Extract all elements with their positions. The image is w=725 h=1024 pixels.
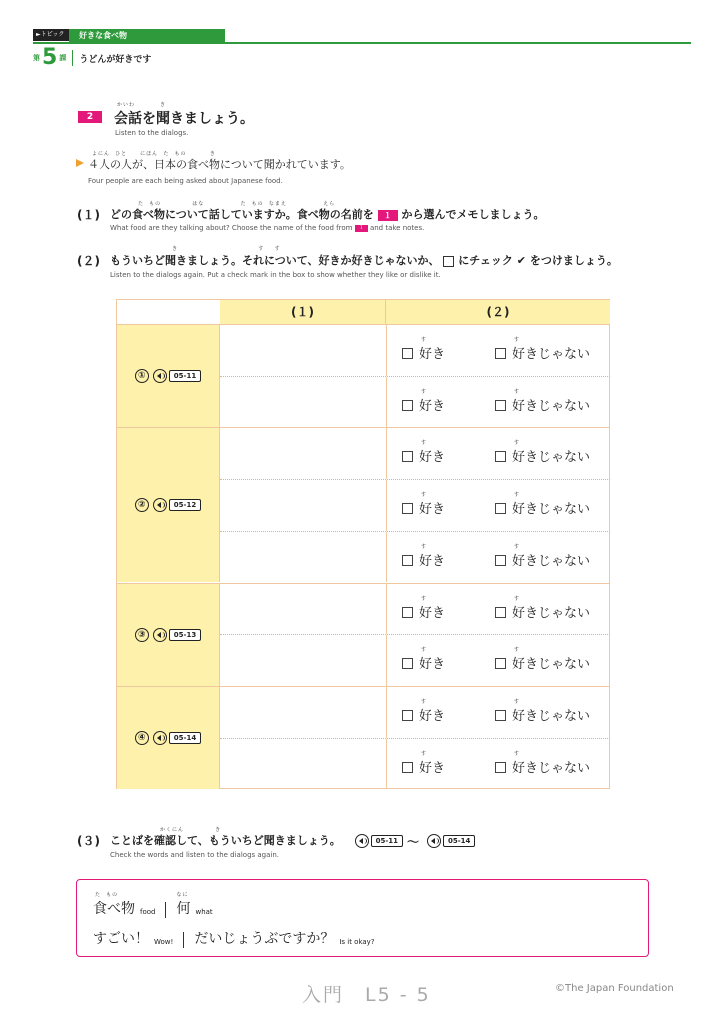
row-number: ④ bbox=[135, 731, 149, 745]
option-dislike-text: 好きじゃない bbox=[512, 398, 591, 414]
option-like-label bbox=[419, 440, 446, 466]
vocab-row-1 bbox=[93, 892, 213, 918]
option-ruby: す bbox=[421, 337, 427, 343]
q3-instruction-en: Check the words and listen to the dialogs again. bbox=[110, 851, 280, 859]
table-row bbox=[220, 324, 610, 376]
audio-track[interactable]: 05-13 bbox=[169, 629, 201, 641]
q3-label: (３) bbox=[77, 834, 100, 848]
option-dislike-text: 好きじゃない bbox=[512, 450, 591, 466]
table-row bbox=[220, 427, 610, 479]
checkbox[interactable] bbox=[402, 555, 413, 566]
speaker-icon[interactable] bbox=[153, 498, 167, 512]
intro-text-en: Four people are each being asked about Japanese food. bbox=[88, 177, 283, 185]
col2-cell bbox=[386, 325, 387, 376]
vocabulary-box bbox=[76, 879, 649, 957]
col2-cell bbox=[386, 635, 387, 686]
q3-text: ことばを確認して、もういちど聞きましょう。 bbox=[110, 834, 341, 847]
row-label bbox=[117, 686, 220, 789]
option-like-label bbox=[419, 337, 446, 362]
col2-cell bbox=[386, 377, 387, 428]
checkbox[interactable] bbox=[402, 400, 413, 411]
section-subtitle: Listen to the dialogs. bbox=[115, 129, 189, 137]
option-like[interactable] bbox=[402, 440, 446, 466]
q1-en-a: What food are they talking about? Choose the name of the food from bbox=[110, 224, 353, 232]
col2-header: (２) bbox=[386, 300, 610, 324]
ruby-ki: き bbox=[160, 102, 167, 108]
option-like[interactable] bbox=[402, 492, 446, 518]
checkbox[interactable] bbox=[495, 348, 506, 359]
option-like[interactable] bbox=[402, 543, 446, 569]
lesson-prefix: 第 bbox=[33, 54, 40, 62]
copyright: ©The Japan Foundation bbox=[555, 983, 674, 994]
option-dislike[interactable] bbox=[495, 595, 591, 621]
option-ruby: す bbox=[421, 595, 427, 602]
option-like[interactable] bbox=[402, 698, 446, 724]
q1-label: (１) bbox=[77, 208, 100, 222]
vocab-word: だいじょうぶですか？ bbox=[194, 931, 335, 947]
check-mark-icon: ✔ bbox=[516, 254, 526, 267]
option-ruby: す bbox=[514, 388, 520, 395]
option-ruby: す bbox=[421, 492, 427, 499]
option-dislike-text: 好きじゃない bbox=[512, 502, 591, 518]
option-like-label bbox=[419, 543, 446, 569]
option-ruby: す bbox=[514, 698, 520, 705]
option-dislike[interactable] bbox=[495, 543, 591, 569]
audio-track[interactable]: 05-14 bbox=[169, 732, 201, 744]
table-row bbox=[220, 583, 610, 635]
checkbox[interactable] bbox=[402, 607, 413, 618]
option-dislike[interactable] bbox=[495, 492, 591, 518]
row-number: ① bbox=[135, 369, 149, 383]
col2-cell bbox=[386, 687, 387, 738]
option-ruby: す bbox=[514, 750, 520, 757]
checkbox[interactable] bbox=[495, 451, 506, 462]
q2-text-c: をつけましょう。 bbox=[529, 254, 618, 267]
page-number: 入門 L5 - 5 bbox=[302, 984, 431, 1006]
vocab-word: すごい！ bbox=[93, 931, 149, 947]
speaker-icon[interactable] bbox=[153, 731, 167, 745]
option-like[interactable] bbox=[402, 337, 446, 362]
col2-cell bbox=[386, 428, 387, 479]
option-like-text: 好き bbox=[419, 398, 446, 414]
speaker-icon[interactable] bbox=[153, 628, 167, 642]
table-row bbox=[220, 738, 610, 790]
vocab-divider bbox=[165, 902, 166, 918]
option-dislike-text: 好きじゃない bbox=[512, 657, 591, 673]
option-like[interactable] bbox=[402, 647, 446, 673]
topic-label: ►トピック bbox=[33, 29, 69, 41]
q3-ruby: かくにん き bbox=[160, 827, 222, 833]
speaker-icon[interactable] bbox=[427, 834, 441, 848]
option-like-text: 好き bbox=[419, 657, 446, 673]
range-tilde: 〜 bbox=[407, 834, 420, 849]
option-dislike-label bbox=[512, 492, 591, 518]
section-number-badge: 2 bbox=[78, 111, 102, 123]
audio-track[interactable]: 05-11 bbox=[169, 370, 201, 382]
option-dislike-label bbox=[512, 698, 591, 724]
vocab-item bbox=[176, 892, 191, 918]
checkbox[interactable] bbox=[495, 658, 506, 669]
intro-arrow-icon bbox=[76, 159, 84, 167]
topic-title: 好きな食べ物 bbox=[69, 29, 225, 42]
option-ruby: す bbox=[421, 388, 427, 395]
option-dislike-label bbox=[512, 595, 591, 621]
option-like-label bbox=[419, 388, 446, 414]
q2-instruction bbox=[110, 252, 618, 268]
row-number: ② bbox=[135, 498, 149, 512]
option-dislike[interactable] bbox=[495, 337, 591, 362]
col2-cell bbox=[386, 480, 387, 531]
option-like-text: 好き bbox=[419, 553, 446, 569]
option-ruby: す bbox=[514, 337, 520, 343]
option-ruby: す bbox=[514, 595, 520, 602]
table-row bbox=[220, 531, 610, 583]
checkbox[interactable] bbox=[402, 710, 413, 721]
q1-instruction bbox=[110, 206, 544, 222]
q2-label: (２) bbox=[77, 254, 100, 268]
option-dislike-label bbox=[512, 440, 591, 466]
q1-text-a: どの食べ物について話していますか。食べ物の名前を bbox=[110, 208, 374, 221]
q2-text-a: もういちど聞きましょう。それについて、好きか好きじゃないか、 bbox=[110, 254, 440, 267]
q3-track-range bbox=[351, 833, 476, 850]
checkbox[interactable] bbox=[495, 503, 506, 514]
checkbox[interactable] bbox=[495, 762, 506, 773]
option-like-text: 好き bbox=[419, 347, 446, 362]
checkbox[interactable] bbox=[402, 451, 413, 462]
vocab-item bbox=[93, 892, 135, 918]
ruby-kaiwa: かいわ bbox=[117, 102, 136, 108]
vocab-gloss: food bbox=[140, 908, 156, 916]
q3-instruction bbox=[110, 832, 475, 850]
option-like-text: 好き bbox=[419, 760, 446, 776]
lesson-title: うどんが好きです bbox=[79, 54, 152, 65]
vocab-ruby: なに bbox=[176, 892, 189, 898]
checkbox[interactable] bbox=[402, 503, 413, 514]
q2-ruby: き す す bbox=[172, 246, 281, 252]
option-like[interactable] bbox=[402, 595, 446, 621]
option-dislike-text: 好きじゃない bbox=[512, 760, 591, 776]
audio-track[interactable]: 05-12 bbox=[169, 499, 201, 511]
row-number: ③ bbox=[135, 628, 149, 642]
checkbox-icon bbox=[443, 256, 454, 267]
q1-en-b: and take notes. bbox=[369, 224, 425, 232]
option-dislike-text: 好きじゃない bbox=[512, 708, 591, 724]
table-row bbox=[220, 686, 610, 738]
q1-ruby: た もの はな た もの なまえ えら bbox=[138, 201, 336, 207]
table-row bbox=[220, 376, 610, 428]
q2-text-b: にチェック bbox=[458, 254, 513, 267]
option-like[interactable] bbox=[402, 750, 446, 776]
vocab-divider bbox=[183, 932, 184, 948]
vocab-gloss: Is it okay? bbox=[339, 938, 375, 946]
row-label bbox=[117, 583, 220, 686]
lesson-divider bbox=[72, 50, 73, 66]
option-like-text: 好き bbox=[419, 708, 446, 724]
option-dislike-text: 好きじゃない bbox=[512, 605, 591, 621]
col2-cell bbox=[386, 739, 387, 790]
col1-header: (１) bbox=[220, 300, 386, 324]
checkbox[interactable] bbox=[495, 710, 506, 721]
table-row bbox=[220, 634, 610, 686]
audio-track-start[interactable]: 05-11 bbox=[371, 835, 403, 847]
section-title: 会話を聞きましょう。 bbox=[114, 111, 254, 127]
vocab-gloss: Wow! bbox=[154, 938, 174, 946]
q1-text-b: から選んでメモしましょう。 bbox=[401, 208, 545, 221]
option-dislike-label bbox=[512, 647, 591, 673]
option-dislike[interactable] bbox=[495, 698, 591, 724]
checkbox[interactable] bbox=[495, 400, 506, 411]
option-ruby: す bbox=[421, 440, 427, 447]
option-ruby: す bbox=[421, 750, 427, 757]
vocab-row-2 bbox=[93, 928, 375, 948]
vocab-word: 食べ物 bbox=[93, 901, 135, 917]
q2-instruction-en: Listen to the dialogs again. Put a check mark in the box to show whether they like or dislike it. bbox=[110, 271, 441, 279]
q1-reference-chip: １ bbox=[378, 210, 398, 221]
option-ruby: す bbox=[421, 647, 427, 654]
vocab-ruby: た もの bbox=[95, 892, 119, 898]
row-label bbox=[117, 427, 220, 582]
intro-text: ４人の人が、日本の食べ物について聞かれています。 bbox=[88, 158, 351, 171]
checkbox[interactable] bbox=[402, 762, 413, 773]
option-like-label bbox=[419, 750, 446, 776]
speaker-icon[interactable] bbox=[355, 834, 369, 848]
checkbox[interactable] bbox=[402, 348, 413, 359]
option-like-text: 好き bbox=[419, 450, 446, 466]
col2-cell bbox=[386, 584, 387, 635]
option-ruby: す bbox=[514, 440, 520, 447]
table-row bbox=[220, 479, 610, 531]
answer-table bbox=[116, 299, 610, 789]
checkbox[interactable] bbox=[495, 607, 506, 618]
option-ruby: す bbox=[421, 543, 427, 550]
option-dislike-label bbox=[512, 337, 591, 362]
option-dislike-label bbox=[512, 543, 591, 569]
option-dislike-label bbox=[512, 388, 591, 414]
header-rule bbox=[33, 42, 691, 44]
vocab-gloss: what bbox=[195, 908, 213, 916]
option-like-label bbox=[419, 647, 446, 673]
option-like[interactable] bbox=[402, 388, 446, 414]
lesson-number: 5 bbox=[42, 45, 58, 70]
option-like-text: 好き bbox=[419, 605, 446, 621]
option-dislike-text: 好きじゃない bbox=[512, 553, 591, 569]
vocab-word: 何 bbox=[176, 901, 191, 917]
q1-en-chip: １ bbox=[355, 225, 368, 232]
row-label bbox=[117, 324, 220, 427]
lesson-suffix: 課 bbox=[59, 54, 67, 62]
speaker-icon[interactable] bbox=[153, 369, 167, 383]
option-like-label bbox=[419, 698, 446, 724]
option-ruby: す bbox=[514, 492, 520, 499]
option-like-label bbox=[419, 492, 446, 518]
option-dislike-text: 好きじゃない bbox=[512, 347, 591, 362]
checkbox[interactable] bbox=[402, 658, 413, 669]
option-dislike[interactable] bbox=[495, 750, 591, 776]
option-like-text: 好き bbox=[419, 502, 446, 518]
intro-ruby: よにん ひと にほん た もの き bbox=[92, 151, 216, 157]
option-dislike[interactable] bbox=[495, 647, 591, 673]
q1-instruction-en bbox=[110, 224, 424, 232]
option-like-label bbox=[419, 595, 446, 621]
col2-cell bbox=[386, 532, 387, 583]
option-ruby: す bbox=[514, 647, 520, 654]
checkbox[interactable] bbox=[495, 555, 506, 566]
audio-track-end[interactable]: 05-14 bbox=[443, 835, 475, 847]
option-dislike[interactable] bbox=[495, 440, 591, 466]
lesson-heading bbox=[33, 47, 151, 69]
option-dislike-label bbox=[512, 750, 591, 776]
option-ruby: す bbox=[514, 543, 520, 550]
option-dislike[interactable] bbox=[495, 388, 591, 414]
option-ruby: す bbox=[421, 698, 427, 705]
